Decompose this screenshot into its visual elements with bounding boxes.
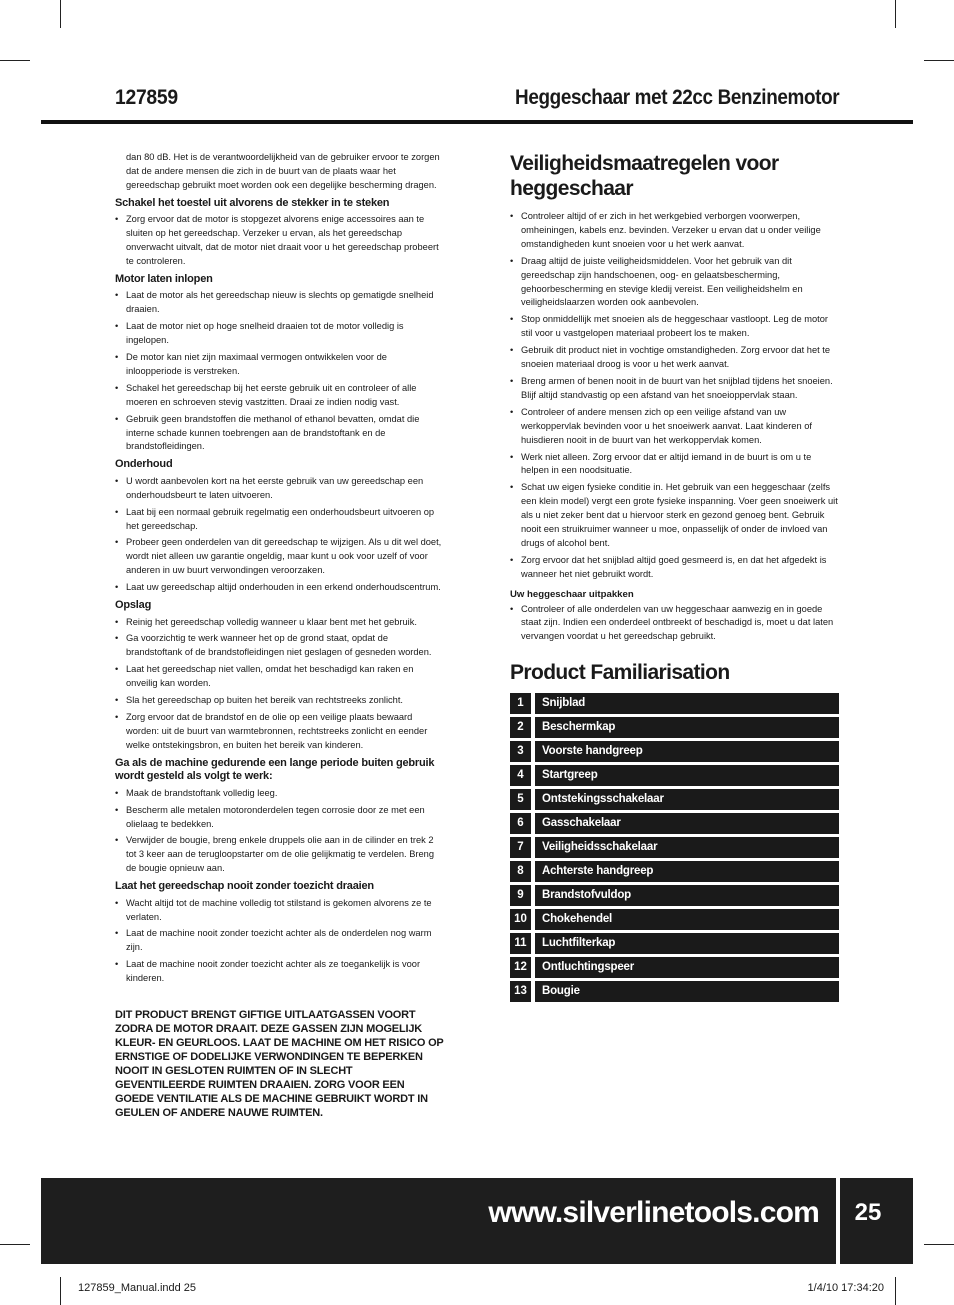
- parts-list: [510, 693, 839, 1002]
- crop-mark: [895, 1277, 896, 1305]
- list-item: • Gebruik geen brandstoffen die methanol of ethanol bevatten, omdat die interne schade kunnen toebrengen aan de brandstoftank en de brandstofleidingen.: [115, 413, 445, 455]
- crop-mark: [0, 1244, 30, 1245]
- part-name: Startgreep: [535, 765, 839, 786]
- part-row: [510, 717, 839, 738]
- crop-mark: [0, 60, 30, 61]
- right-column: [510, 151, 840, 1005]
- website-url: www.silverlinetools.com: [488, 1196, 819, 1229]
- part-name: Voorste handgreep: [535, 741, 839, 762]
- part-row: [510, 837, 839, 858]
- part-row: [510, 885, 839, 906]
- part-row: [510, 789, 839, 810]
- part-name: Ontstekingsschakelaar: [535, 789, 839, 810]
- section-list: [115, 897, 445, 986]
- section-heading: Laat het gereedschap nooit zonder toezicht draaien: [115, 880, 374, 893]
- part-row: [510, 957, 839, 978]
- list-item: • Reinig het gereedschap volledig wanneer u klaar bent met het gebruik.: [115, 616, 445, 630]
- list-item: • Laat de machine nooit zonder toezicht achter als de onderdelen nog warm zijn.: [115, 927, 445, 955]
- exhaust-warning: DIT PRODUCT BRENGT GIFTIGE UITLAATGASSEN VOORT ZODRA DE MOTOR DRAAIT. DEZE GASSEN ZIJN MOGELIJK KLEUR- EN GEURLOOS. LAAT DE MACHINE OM HET RISICO OP ERNSTIGE OF DODELIJKE VERWONDINGEN TE BEPERKEN NOOIT IN GESLOTEN RUIMTEN OF IN SLECHT GEVENTILEERDE RUIMTEN DRAAIEN. ZORG VOOR EEN GOEDE VENTILATIE ALS DE MACHINE GEBRUIKT WORDT IN GEULEN OF ANDERE NAUWE RUIMTEN.: [115, 1009, 444, 1120]
- list-item: • Wacht altijd tot de machine volledig tot stilstand is gekomen alvorens ze te verlaten.: [115, 897, 445, 925]
- list-item: • Zorg ervoor dat het snijblad altijd goed gesmeerd is, en dat het afgedekt is wanneer het niet gebruikt wordt.: [510, 554, 840, 582]
- list-item: • Bescherm alle metalen motoronderdelen tegen corrosie door ze met een olielaag te bedekken.: [115, 804, 445, 832]
- section-heading: Schakel het toestel uit alvorens de stekker in te steken: [115, 196, 390, 209]
- part-number: 3: [510, 741, 531, 762]
- list-item: • Verwijder de bougie, breng enkele druppels olie aan in de cilinder en trek 2 tot 3 keer aan de terugloopstarter om de olie gelijkmatig te verdelen. Breng de bougie opnieuw aan.: [115, 834, 445, 876]
- section-heading: Opslag: [115, 599, 152, 612]
- part-row: [510, 861, 839, 882]
- part-row: [510, 813, 839, 834]
- part-number: 5: [510, 789, 531, 810]
- list-item: • Breng armen of benen nooit in de buurt van het snijblad tijdens het snoeien. Blijf altijd standvastig op een afstand van het snoeioppervlak staan.: [510, 375, 840, 403]
- list-item: • Stop onmiddellijk met snoeien als de heggeschaar vastloopt. Leg de motor stil voor u vastgelopen materiaal probeert los te maken.: [510, 313, 840, 341]
- part-number: 9: [510, 885, 531, 906]
- part-row: [510, 933, 839, 954]
- list-item: • Zorg ervoor dat de motor is stopgezet alvorens enige accessoires aan te sluiten op het gereedschap. Verzeker u ervan, als het gereedschap onverwacht uitvalt, dat de motor niet draait voor u het gereedschap probeert te controleren.: [115, 213, 445, 269]
- timestamp-slug: 1/4/10 17:34:20: [807, 1282, 884, 1294]
- part-name: Snijblad: [535, 693, 839, 714]
- section-list: [115, 213, 445, 269]
- unpack-list: [510, 603, 840, 645]
- crop-mark: [924, 60, 954, 61]
- list-item: • De motor kan niet zijn maximaal vermogen ontwikkelen voor de inloopperiode is verstreken.: [115, 351, 445, 379]
- file-slug: 127859_Manual.indd 25: [78, 1282, 197, 1294]
- part-name: Beschermkap: [535, 717, 839, 738]
- familiarisation-heading: Product Familiarisation: [510, 661, 730, 685]
- list-item: • Sla het gereedschap op buiten het bereik van rechtstreeks zonlicht.: [115, 694, 445, 708]
- section-list: [115, 787, 445, 876]
- part-number: 13: [510, 981, 531, 1002]
- list-item: • Zorg ervoor dat de brandstof en de olie op een veilige plaats bewaard worden: uit de buurt van warmtebronnen, rechtstreeks zonlicht en eender welke ontstekingsbron, en buiten het bereik van kinderen.: [115, 711, 445, 753]
- part-name: Luchtfilterkap: [535, 933, 839, 954]
- part-name: Bougie: [535, 981, 839, 1002]
- list-item: • Laat het gereedschap niet vallen, omdat het beschadigd kan raken en onveilig kan worden.: [115, 663, 445, 691]
- crop-mark: [924, 1244, 954, 1245]
- crop-mark: [60, 0, 61, 28]
- part-row: [510, 765, 839, 786]
- part-number: 7: [510, 837, 531, 858]
- part-number: 2: [510, 717, 531, 738]
- list-item: • Ga voorzichtig te werk wanneer het op de grond staat, opdat de brandstoftank of de brandstofleidingen niet geslagen of gesneden worden.: [115, 632, 445, 660]
- unpack-heading: Uw heggeschaar uitpakken: [510, 588, 634, 600]
- intro-paragraph: dan 80 dB. Het is de verantwoordelijkheid van de gebruiker ervoor te zorgen dat de andere mensen die zich in de buurt van de plaats waar het gereedschap gebruikt moet worden ook een degelijke bescherming dragen.: [126, 152, 440, 190]
- list-item: • Gebruik dit product niet in vochtige omstandigheden. Zorg ervoor dat het te snoeien materiaal droog is voor u het werk aanvat.: [510, 344, 840, 372]
- left-column: [115, 151, 445, 1120]
- part-row: [510, 741, 839, 762]
- left-sections: [115, 197, 445, 986]
- crop-mark: [60, 1277, 61, 1305]
- list-item: • Werk niet alleen. Zorg ervoor dat er altijd iemand in de buurt is om u te helpen in een noodsituatie.: [510, 451, 840, 479]
- list-item: • Controleer of alle onderdelen van uw heggeschaar aanwezig en in goede staat zijn. Indien een onderdeel ontbreekt of beschadigd is, moet u dat laten vervangen voordat u het gereedschap gebruikt.: [510, 603, 840, 645]
- page-title: Heggeschaar met 22cc Benzinemotor: [514, 86, 839, 109]
- part-number: 8: [510, 861, 531, 882]
- section-list: [115, 289, 445, 454]
- section-heading: Motor laten inlopen: [115, 272, 213, 285]
- section-heading: Onderhoud: [115, 458, 173, 471]
- section-list: [115, 616, 445, 753]
- part-number: 10: [510, 909, 531, 930]
- footer-band: [41, 1178, 836, 1264]
- list-item: • Controleer altijd of er zich in het werkgebied verborgen voorwerpen, omheiningen, kabels enz. bevinden. Verzeker u ervan dat u onder veilige omstandigheden kunt snoeien voor u het werk aanvat.: [510, 210, 840, 252]
- list-item: • Laat de machine nooit zonder toezicht achter als ze toegankelijk is voor kinderen.: [115, 958, 445, 986]
- crop-mark: [895, 0, 896, 28]
- list-item: • U wordt aanbevolen kort na het eerste gebruik van uw gereedschap een onderhoudsbeurt te laten uitvoeren.: [115, 475, 445, 503]
- list-item: • Maak de brandstoftank volledig leeg.: [115, 787, 445, 801]
- list-item: • Controleer of andere mensen zich op een veilige afstand van uw werkoppervlak bevinden voor u het snoeiwerk aanvat. Laat kinderen of huisdieren nooit in de buurt van het werkoppervlak komen.: [510, 406, 840, 448]
- section-list: [115, 475, 445, 595]
- part-number: 1: [510, 693, 531, 714]
- part-number: 6: [510, 813, 531, 834]
- list-item: • Laat uw gereedschap altijd onderhouden in een erkend onderhoudscentrum.: [115, 581, 445, 595]
- part-name: Achterste handgreep: [535, 861, 839, 882]
- part-row: [510, 981, 839, 1002]
- list-item: • Schat uw eigen fysieke conditie in. Het gebruik van een heggeschaar (zelfs een klein model) vergt een grote fysieke inspanning. Voer geen snoeiwerk uit als u niet zeker bent dat u hiervoor sterk en gezond genoeg bent. Gebruik nooit een struikruimer wanneer u moe, onpasselijk of onder de invloed van drugs of alcohol bent.: [510, 481, 840, 551]
- part-name: Veiligheidsschakelaar: [535, 837, 839, 858]
- list-item: • Schakel het gereedschap bij het eerste gebruik uit en controleer of alle moeren en schroeven stevig vastzitten. Draai ze indien nodig vast.: [115, 382, 445, 410]
- part-name: Chokehendel: [535, 909, 839, 930]
- product-code: 127859: [115, 86, 178, 109]
- part-name: Gasschakelaar: [535, 813, 839, 834]
- page-number-box: [840, 1178, 913, 1264]
- page-number: 25: [854, 1199, 882, 1226]
- part-row: [510, 693, 839, 714]
- list-item: • Probeer geen onderdelen van dit gereedschap te wijzigen. Als u dit wel doet, wordt niet alleen uw garantie ongeldig, maar kunt u ook voor uzelf of voor anderen in uw buurt verwondingen veroorzaken.: [115, 536, 445, 578]
- list-item: • Draag altijd de juiste veiligheidsmiddelen. Voor het gebruik van dit gereedschap zijn handschoenen, oog- en gelaatsbescherming, gehoorbescherming en stevige kledij vereist. Een veiligheidshelm en veiligheidslaarzen worden ook aanbevolen.: [510, 255, 840, 311]
- part-number: 4: [510, 765, 531, 786]
- part-name: Ontluchtingspeer: [535, 957, 839, 978]
- header-rule: [41, 120, 913, 124]
- safety-heading: Veiligheidsmaatregelen voor heggeschaar: [510, 152, 779, 200]
- part-number: 11: [510, 933, 531, 954]
- list-item: • Laat de motor niet op hoge snelheid draaien tot de motor volledig is ingelopen.: [115, 320, 445, 348]
- safety-list: [510, 210, 840, 582]
- section-heading: Ga als de machine gedurende een lange periode buiten gebruik wordt gesteld als volgt te werk:: [115, 756, 435, 783]
- part-name: Brandstofvuldop: [535, 885, 839, 906]
- part-row: [510, 909, 839, 930]
- list-item: • Laat bij een normaal gebruik regelmatig een onderhoudsbeurt uitvoeren op het gereedschap.: [115, 506, 445, 534]
- list-item: • Laat de motor als het gereedschap nieuw is slechts op gematigde snelheid draaien.: [115, 289, 445, 317]
- part-number: 12: [510, 957, 531, 978]
